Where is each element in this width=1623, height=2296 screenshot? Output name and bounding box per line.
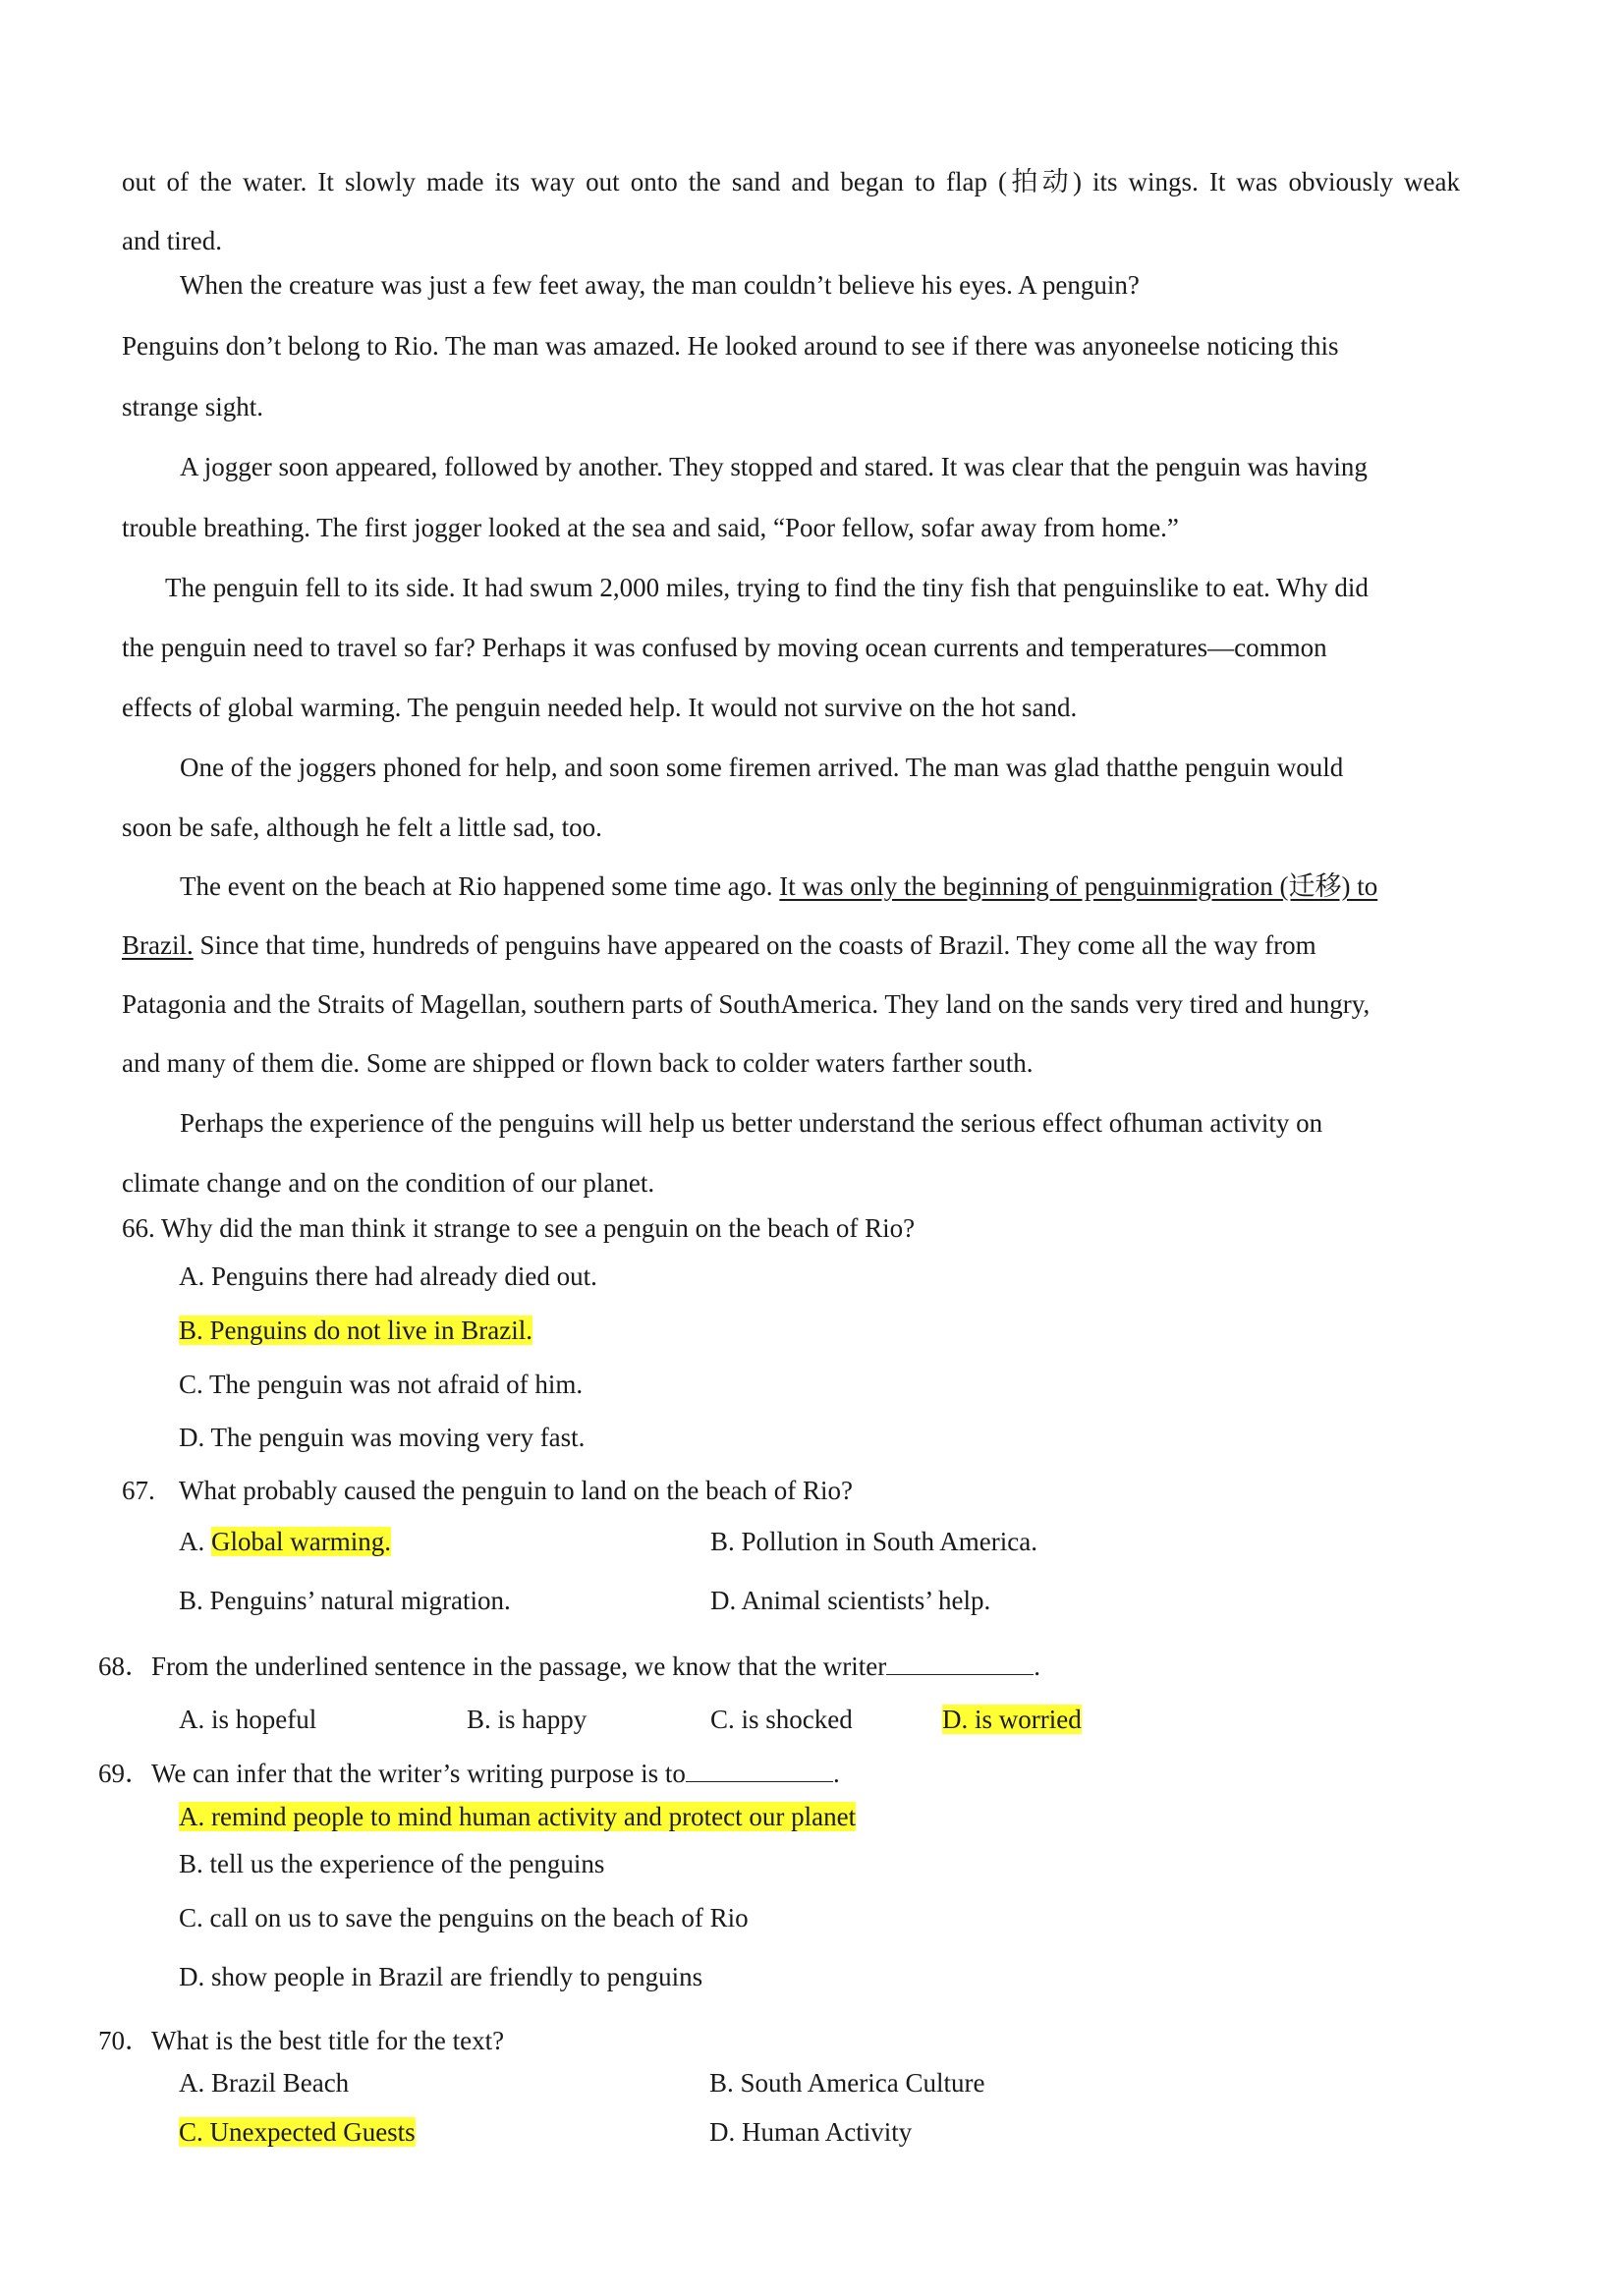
question-end: . <box>1034 1652 1041 1681</box>
passage-line-1: out of the water. It slowly made its way out onto the sand and began to flap (拍动) its wings. It was obviously weak <box>122 167 1460 196</box>
answer-highlight: Global warming. <box>211 1527 391 1556</box>
question-text: 69．We can infer that the writer’s writing purpose is to <box>98 1759 686 1788</box>
passage-line-3: When the creature was just a few feet away, the man couldn’t believe his eyes. A penguin? <box>180 270 1140 300</box>
answer-highlight: A. remind people to mind human activity and protect our planet <box>179 1802 857 1831</box>
question-68-option-a: A. is hopeful <box>179 1705 317 1734</box>
passage-text: The event on the beach at Rio happened some time ago. <box>180 871 773 901</box>
question-70-option-c <box>179 2115 416 2149</box>
passage-line-2: and tired. <box>122 226 222 255</box>
passage-line-14 <box>122 928 1316 962</box>
passage-line-18: climate change and on the condition of our planet. <box>122 1168 655 1198</box>
question-68-stem <box>98 1650 1040 1683</box>
question-67-stem: What probably caused the penguin to land on the beach of Rio? <box>179 1476 854 1505</box>
question-text: 68．From the underlined sentence in the passage, we know that the writer <box>98 1652 887 1681</box>
passage-line-15: Patagonia and the Straits of Magellan, southern parts of SouthAmerica. They land on the sands very tired and hungry, <box>122 989 1371 1019</box>
question-66-option-d: D. The penguin was moving very fast. <box>179 1423 586 1452</box>
question-66-option-b <box>179 1314 532 1347</box>
question-69-option-a <box>179 1800 856 1833</box>
question-69-stem <box>98 1757 840 1790</box>
answer-highlight: D. is worried <box>942 1705 1082 1734</box>
passage-line-4: Penguins don’t belong to Rio. The man was amazed. He looked around to see if there was anyoneelse noticing this <box>122 331 1339 361</box>
passage-line-6: A jogger soon appeared, followed by another. They stopped and stared. It was clear that the penguin was having <box>180 452 1368 481</box>
question-70-option-d: D. Human Activity <box>709 2117 913 2147</box>
question-66-option-a: A. Penguins there had already died out. <box>179 1261 597 1291</box>
passage-line-9: the penguin need to travel so far? Perhaps it was confused by moving ocean currents and temperatures—common <box>122 633 1327 662</box>
passage-text: Since that time, hundreds of penguins have appeared on the coasts of Brazil. They come all the way from <box>193 930 1316 960</box>
question-66-option-c: C. The penguin was not afraid of him. <box>179 1370 584 1399</box>
passage-line-12: soon be safe, although he felt a little sad, too. <box>122 812 602 842</box>
passage-line-16: and many of them die. Some are shipped or flown back to colder waters farther south. <box>122 1048 1034 1078</box>
question-67-number: 67. <box>122 1476 155 1505</box>
question-68-option-d <box>942 1703 1082 1736</box>
underlined-sentence: It was only the beginning of penguinmigration (迁移) to <box>779 871 1378 901</box>
question-70-option-a: A. Brazil Beach <box>179 2068 350 2098</box>
question-70-option-b: B. South America Culture <box>709 2068 985 2098</box>
question-69-option-c: C. call on us to save the penguins on the beach of Rio <box>179 1903 749 1932</box>
passage-line-11: One of the joggers phoned for help, and soon some firemen arrived. The man was glad thatthe penguin would <box>180 753 1344 782</box>
question-67-option-a <box>179 1525 391 1558</box>
answer-blank <box>686 1760 833 1782</box>
question-70-stem: 70．What is the best title for the text? <box>98 2026 505 2055</box>
question-69-option-d: D. show people in Brazil are friendly to penguins <box>179 1962 703 1991</box>
question-66-stem: 66. Why did the man think it strange to see a penguin on the beach of Rio? <box>122 1213 916 1243</box>
answer-highlight: C. Unexpected Guests <box>179 2117 416 2147</box>
passage-line-13 <box>180 869 1377 903</box>
passage-line-5: strange sight. <box>122 392 263 421</box>
answer-blank <box>886 1652 1034 1675</box>
passage-line-7: trouble breathing. The first jogger looked at the sea and said, “Poor fellow, sofar away from home.” <box>122 513 1179 542</box>
answer-highlight: B. Penguins do not live in Brazil. <box>179 1316 532 1345</box>
question-69-option-b: B. tell us the experience of the penguins <box>179 1849 605 1878</box>
passage-line-17: Perhaps the experience of the penguins will help us better understand the serious effect ofhuman activity on <box>180 1108 1323 1138</box>
question-end: . <box>832 1759 840 1788</box>
question-68-option-c: C. is shocked <box>710 1705 853 1734</box>
passage-line-10: effects of global warming. The penguin needed help. It would not survive on the hot sand. <box>122 693 1078 722</box>
option-letter: A. <box>179 1527 211 1556</box>
question-68-option-b: B. is happy <box>467 1705 588 1734</box>
question-67-option-b1: B. Pollution in South America. <box>710 1527 1038 1556</box>
underlined-sentence-end: Brazil. <box>122 930 194 960</box>
question-67-option-b2: B. Penguins’ natural migration. <box>179 1586 511 1615</box>
question-67-option-d: D. Animal scientists’ help. <box>710 1586 991 1615</box>
passage-line-8: The penguin fell to its side. It had swum 2,000 miles, trying to find the tiny fish that penguinslike to eat. Why did <box>165 573 1369 602</box>
